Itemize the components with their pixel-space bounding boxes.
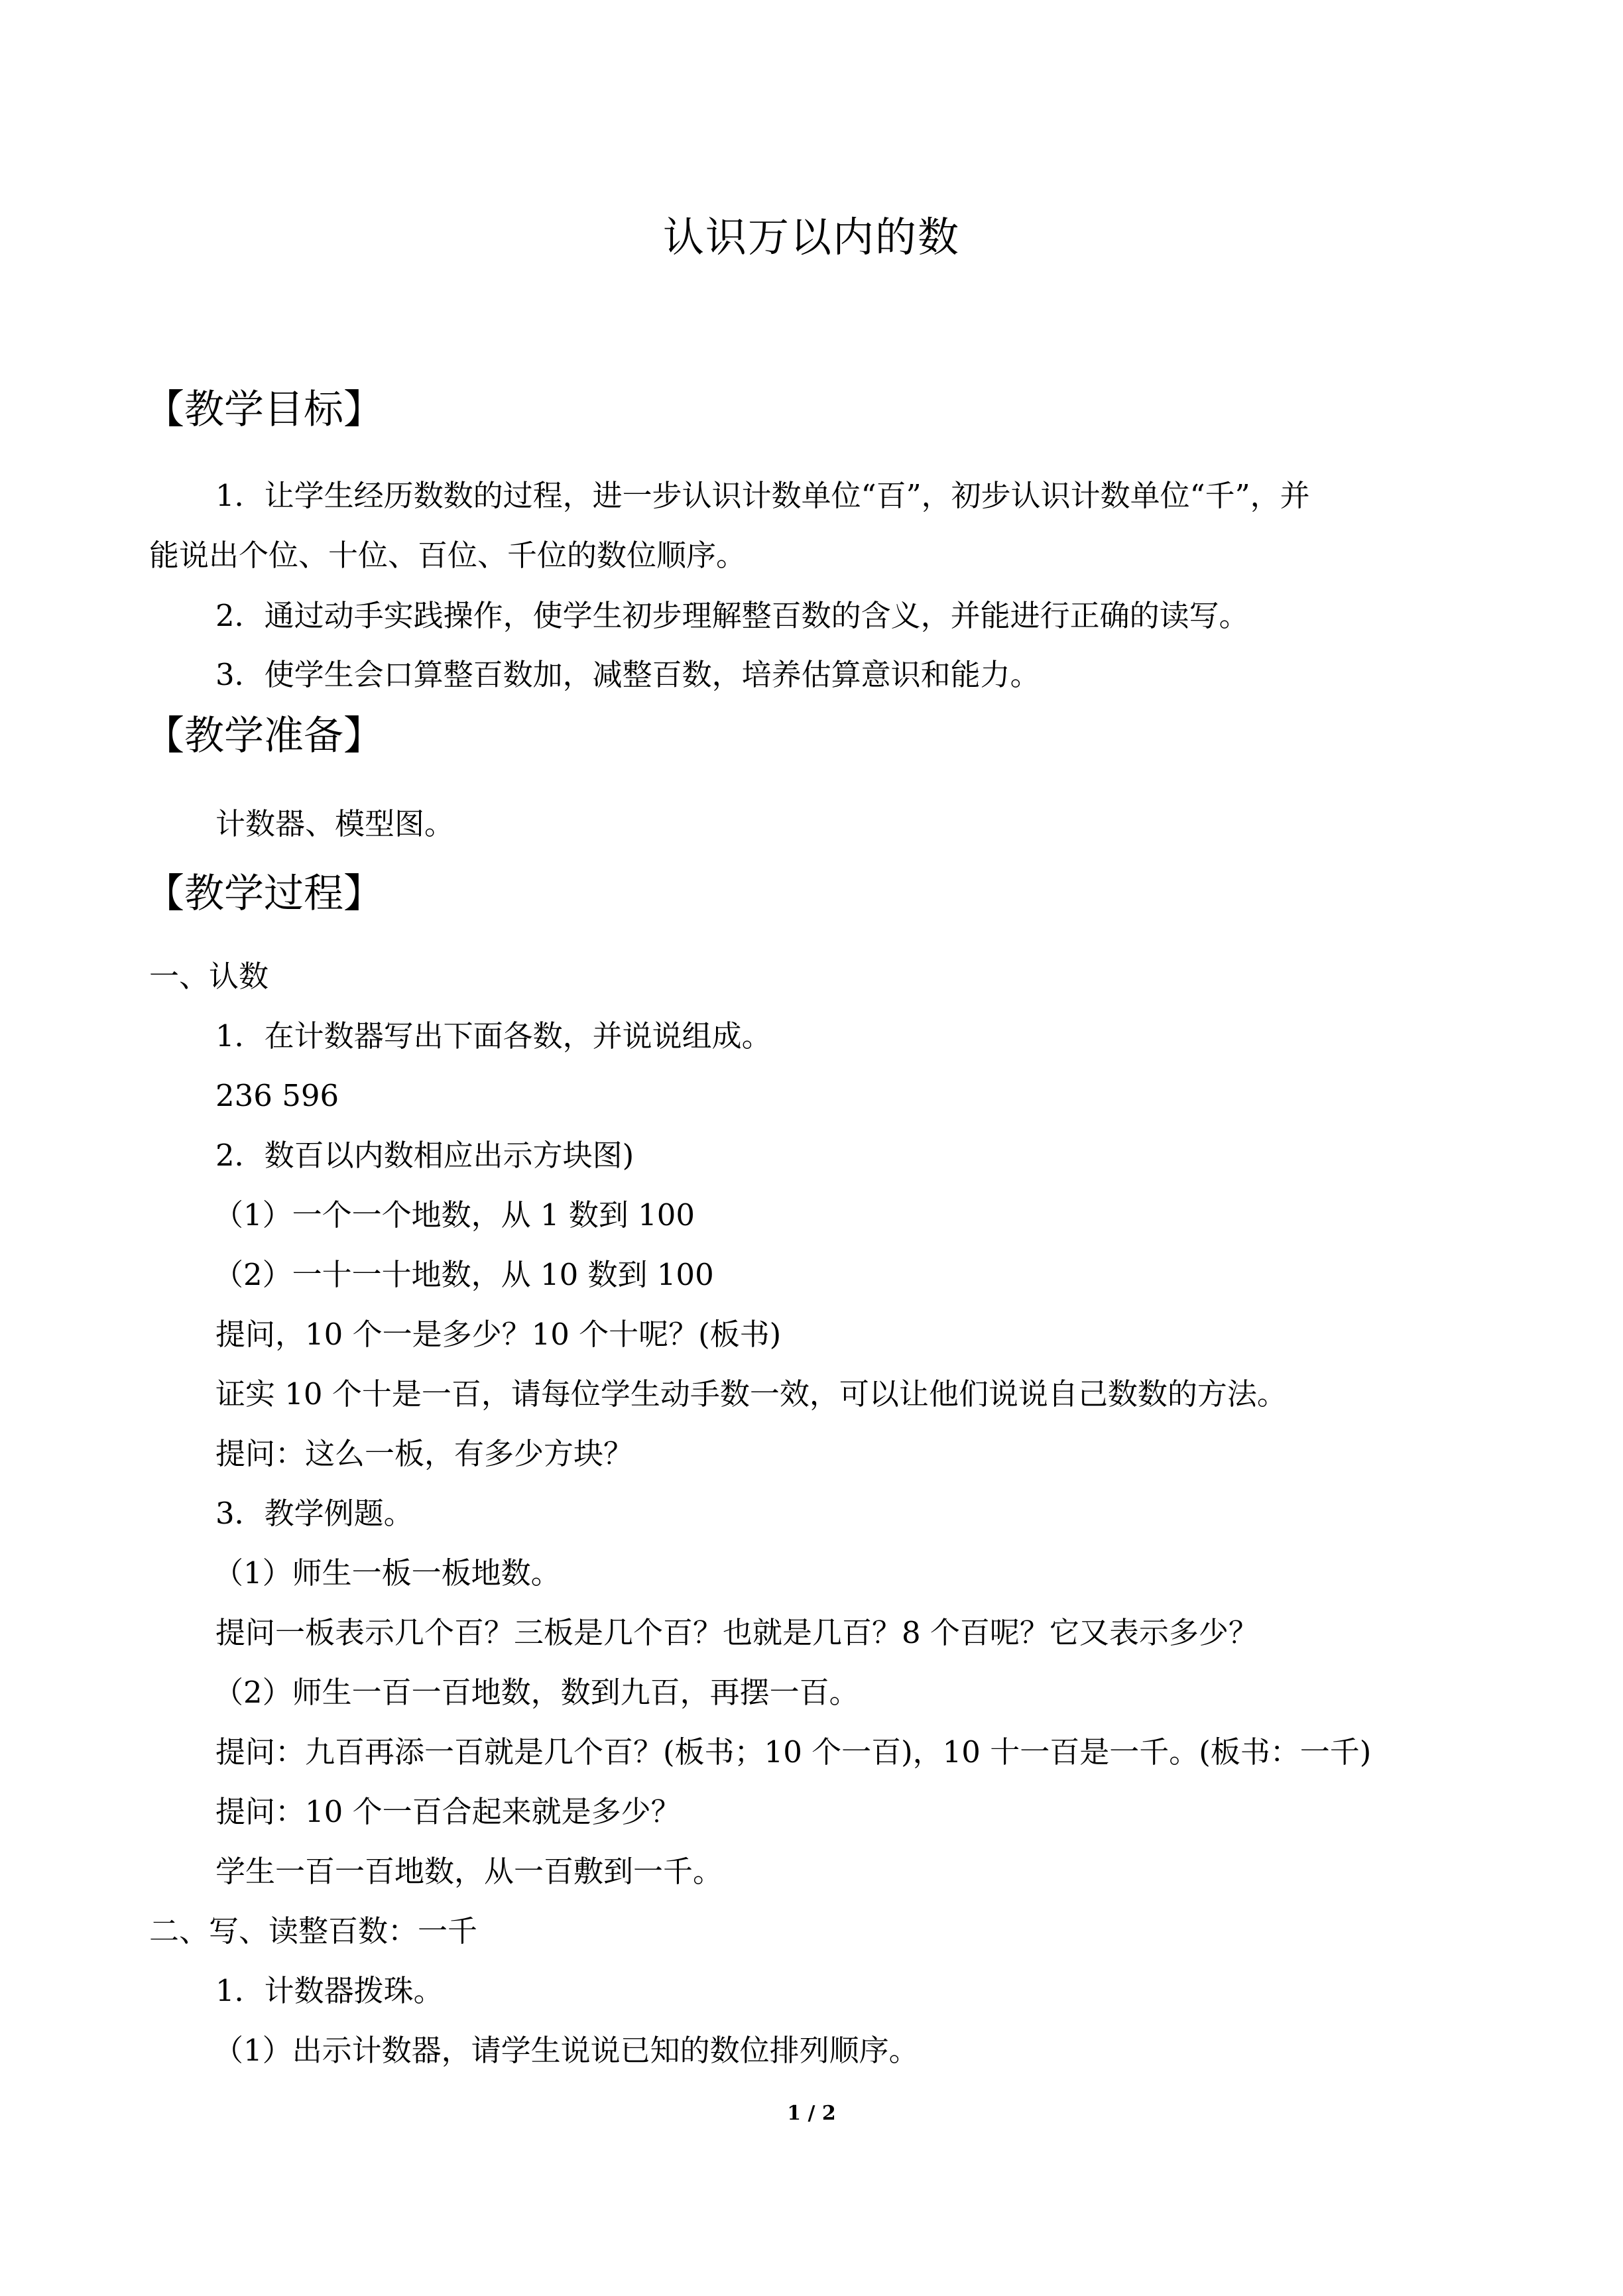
process-line: 1．在计数器写出下面各数，并说说组成。 <box>215 1018 772 1054</box>
process-line: （1）一个一个地数，从 1 数到 100 <box>213 1197 695 1233</box>
document-title: 认识万以内的数 <box>662 213 960 261</box>
section-heading-goals: 【教学目标】 <box>145 387 383 433</box>
process-line: 提问，10 个一是多少？10 个十呢？(板书) <box>215 1317 782 1352</box>
process-line: （2）一十一十地数，从 10 数到 100 <box>213 1257 714 1292</box>
process-line: 提问：这么一板，有多少方块？ <box>215 1436 634 1471</box>
goal-line-1-cont: 能说出个位、十位、百位、千位的数位顺序。 <box>149 538 747 573</box>
process-line: 2．数百以内数相应出示方块图) <box>215 1138 634 1173</box>
goal-line-2: 2．通过动手实践操作，使学生初步理解整百数的含义，并能进行正确的读写。 <box>215 598 1249 633</box>
process-line: （1）出示计数器，请学生说说已知的数位排列顺序。 <box>213 2033 919 2068</box>
section-heading-prep: 【教学准备】 <box>145 713 383 759</box>
process-line: （2）师生一百一百地数，数到九百，再摆一百。 <box>213 1675 859 1710</box>
process-line: 二、写、读整百数：一千 <box>149 1913 478 1949</box>
process-line: 3．教学例题。 <box>215 1496 414 1531</box>
process-line: 236 596 <box>215 1078 339 1113</box>
process-line: 提问：10 个一百合起来就是多少？ <box>215 1794 681 1829</box>
process-line: 提问：九百再添一百就是几个百？(板书；10 个一百)，10 十一百是一千。(板书：一千) <box>215 1734 1372 1770</box>
process-line: 1．计数器拨珠。 <box>215 1973 444 2008</box>
process-line: 学生一百一百地数，从一百敷到一千。 <box>215 1854 723 1889</box>
process-line: （1）师生一板一板地数。 <box>213 1555 561 1591</box>
page-number: 1 / 2 <box>787 2102 836 2125</box>
goal-line-1: 1．让学生经历数数的过程，进一步认识计数单位“百”，初步认识计数单位“千”，并 <box>215 478 1310 513</box>
process-line: 一、认数 <box>149 959 269 994</box>
process-line: 证实 10 个十是一百，请每位学生动手数一效，可以让他们说说自己数数的方法。 <box>215 1376 1287 1412</box>
prep-text: 计数器、模型图。 <box>215 806 455 841</box>
goal-line-3: 3．使学生会口算整百数加，减整百数，培养估算意识和能力。 <box>215 657 1040 692</box>
process-line: 提问一板表示几个百？三板是几个百？也就是几百？8 个百呢？它又表示多少？ <box>215 1615 1258 1650</box>
section-heading-process: 【教学过程】 <box>145 871 383 917</box>
